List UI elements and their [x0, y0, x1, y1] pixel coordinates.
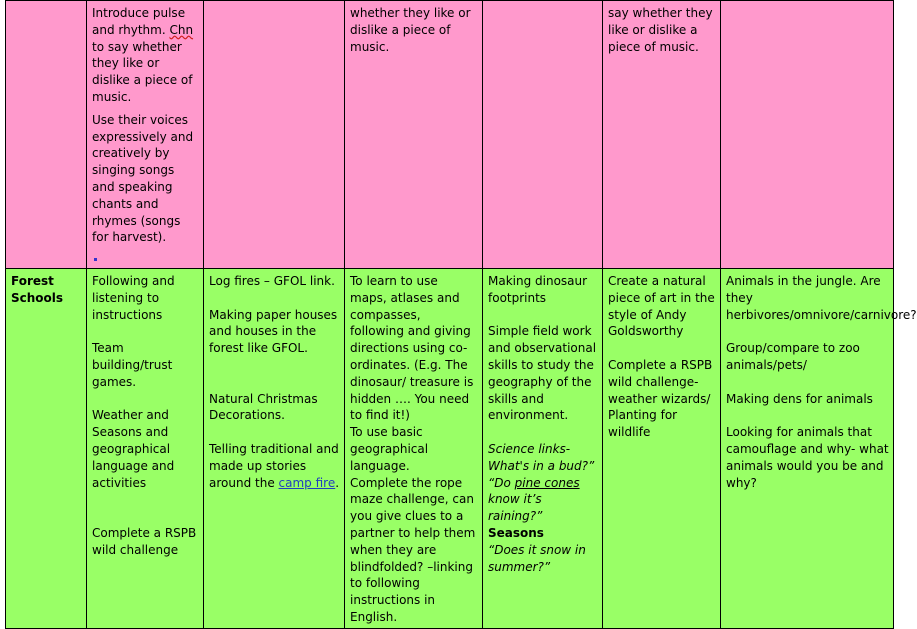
forest-col6-cell: Animals in the jungle. Are they herbivores/omnivore/carnivore? Group/compare to zoo animals/pets/ Making dens for animals Looking for animals that camouflage and why- what animals would you be and why?: [721, 268, 894, 628]
music-col1-cell: [87, 1, 204, 269]
music-col1-para2: Use their voices expressively and creatively by singing songs and speaking chants and rhymes (songs for harvest).: [92, 112, 194, 245]
music-col4-cell: [483, 1, 603, 269]
seasons-heading: Seasons: [488, 525, 544, 540]
forest-col2-cell: Log fires – GFOL link. Making paper houses and houses in the forest like GFOL. Natural Christmas Decorations. Telling traditional and made up stories around the camp fire.: [204, 268, 345, 628]
spellcheck-word: Chn: [169, 22, 194, 37]
music-col5-cell: say whether they like or dislike a piece of music.: [603, 1, 721, 269]
music-col1-para1: Introduce pulse and rhythm. Chn to say whether they like or dislike a piece of music.: [92, 6, 194, 104]
music-row-label: [6, 1, 87, 269]
music-col2-cell: [204, 1, 345, 269]
music-col3-cell: whether they like or dislike a piece of music.: [345, 1, 483, 269]
camp-fire-link[interactable]: camp fire: [278, 475, 336, 490]
curriculum-table: [5, 0, 917, 629]
bullet-icon: [94, 258, 97, 261]
forest-col4-cell: Making dinosaur footprints Simple field work and observational skills to study the geography of the skills and environment. Science links- What's in a bud?” “Do pine cones know it’s raining?” Seasons “Does it snow in summer?”: [483, 268, 603, 628]
forest-col3-cell: To learn to use maps, atlases and compasses, following and giving directions using co-ordinates. (E.g. The dinosaur/ treasure is hidden …. You need to find it!) To use basic geographical language. Complete the rope maze challenge, can you give clues to a partner to help them when they are blindfolded? –linking to following instructions in English.: [345, 268, 483, 628]
forest-col5-cell: Create a natural piece of art in the style of Andy Goldsworthy Complete a RSPB wild challenge- weather wizards/ Planting for wildlife: [603, 268, 721, 628]
forest-schools-label: Forest Schools: [6, 268, 87, 628]
music-row: [6, 1, 894, 269]
forest-col1-cell: Following and listening to instructions Team building/trust games. Weather and Seasons and geographical language and activities Complete a RSPB wild challenge: [87, 268, 204, 628]
forest-schools-row: [6, 268, 894, 628]
music-col6-cell: [721, 1, 894, 269]
